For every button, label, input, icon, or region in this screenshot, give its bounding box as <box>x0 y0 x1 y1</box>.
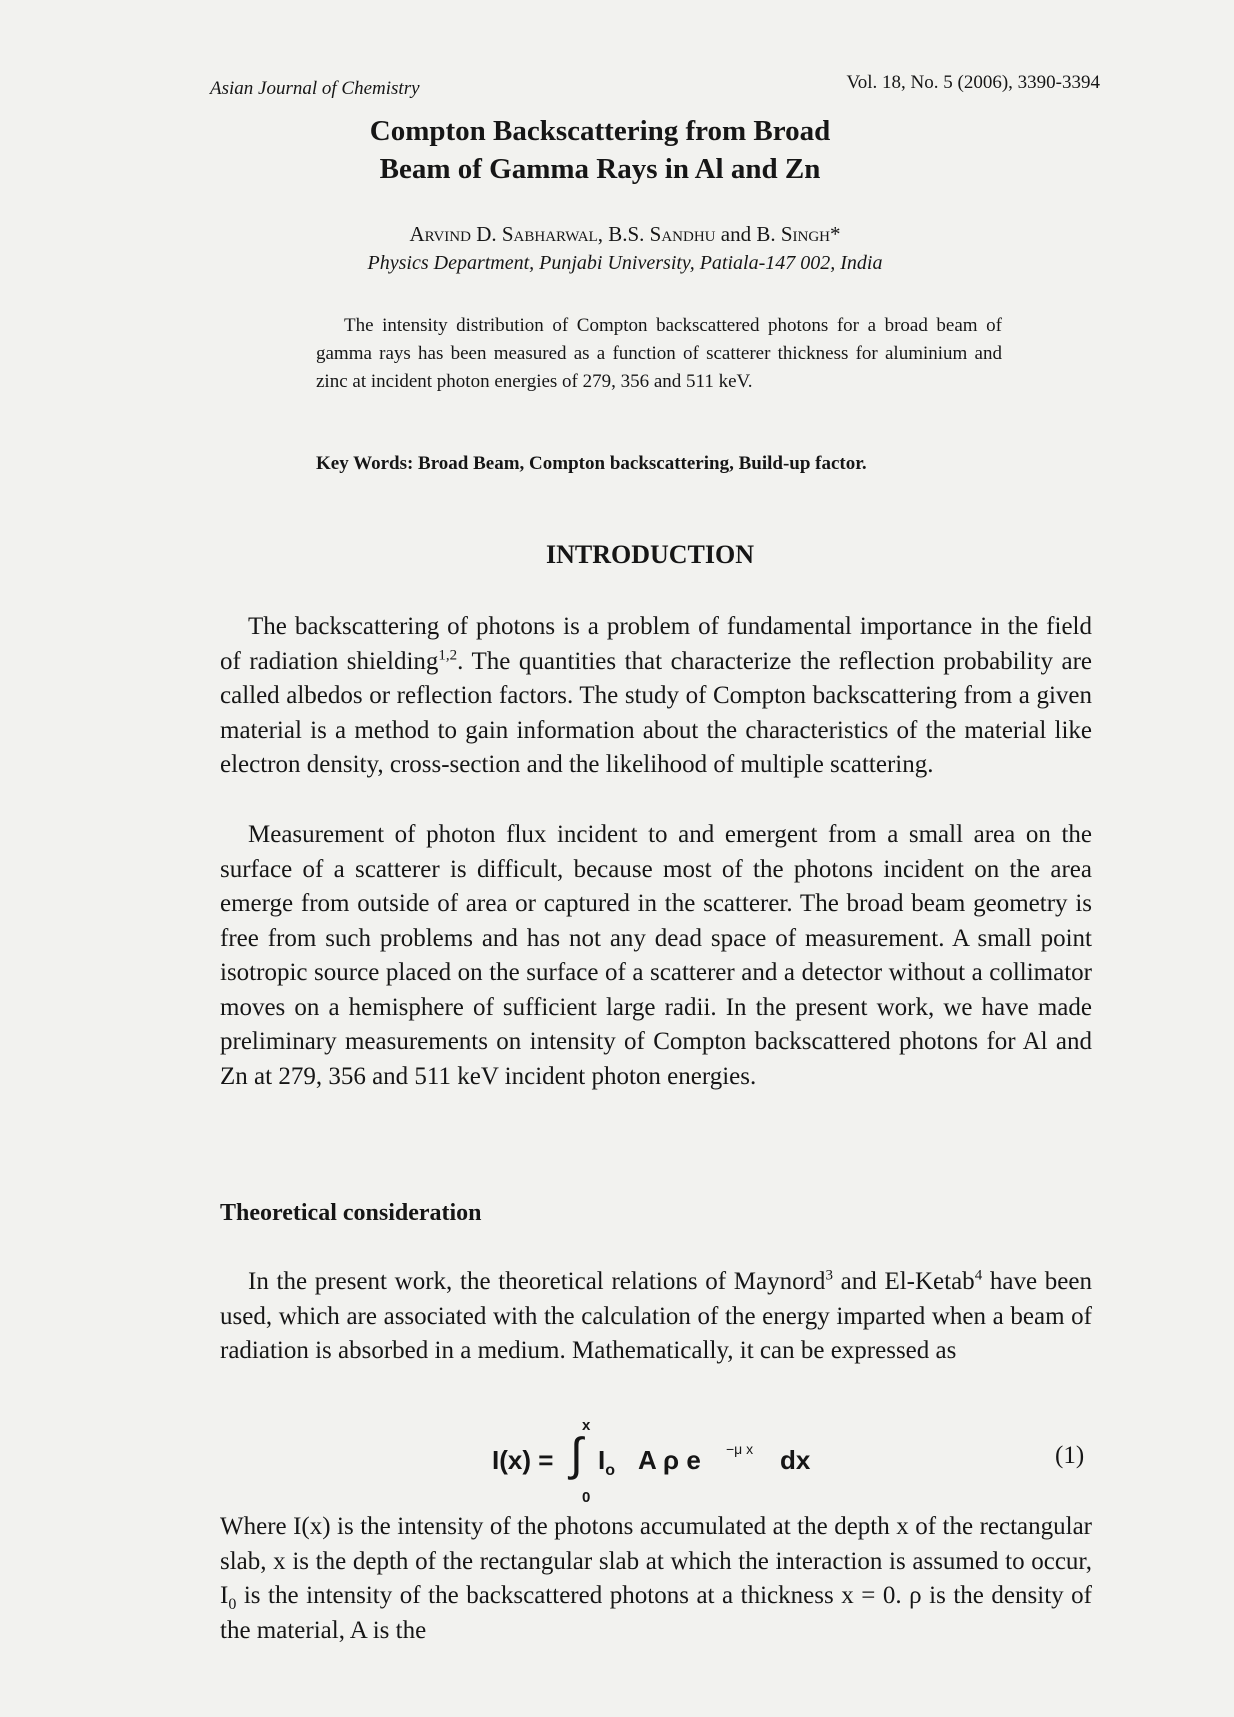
section-heading-theory: Theoretical consideration <box>220 1200 482 1226</box>
keywords: Key Words: Broad Beam, Compton backscattering, Build-up factor. <box>316 453 867 474</box>
equation-lhs: I(x) = <box>492 1445 554 1475</box>
intro-paragraph-1 <box>220 610 1092 783</box>
title-line-1: Compton Backscattering from Broad <box>369 115 831 147</box>
journal-name: Asian Journal of Chemistry <box>210 78 420 99</box>
section-heading-introduction: INTRODUCTION <box>545 540 755 569</box>
intro-paragraph-2: Measurement of photon flux incident to and emergent from a small area on the surface of a scatterer is difficult, because most of the photons incident on the area emerge from outside of area or captured in the scatterer. The broad beam geometry is free from such problems and has not any dead space of measurement. A small point isotropic source placed on the surface of a scatterer and a detector without a collimator moves on a hemisphere of sufficient large radii. In the present work, we have made preliminary measurements on intensity of Compton backscattered photons for Al and Zn at 279, 356 and 511 keV incident photon energies. <box>220 821 1092 1090</box>
author-3: B. Singh* <box>756 222 841 246</box>
theory-paragraph-1 <box>220 1265 1092 1369</box>
equation-number: (1) <box>1055 1442 1085 1469</box>
integral-upper-limit: x <box>582 1417 591 1434</box>
equation-dx: dx <box>780 1445 811 1475</box>
affiliation: Physics Department, Punjabi University, Patiala-147 002, India <box>367 252 883 274</box>
theory-p2-text-b: is the intensity of the backscattered photons at a thickness x = 0. ρ is the density of the material, A is the <box>220 1582 1092 1644</box>
theory-p2-subscript: 0 <box>228 1596 237 1613</box>
citation-1-2: 1,2 <box>438 647 458 664</box>
author-2: B.S. Sandhu <box>608 222 716 246</box>
volume-info: Vol. 18, No. 5 (2006), 3390-3394 <box>846 72 1100 93</box>
equation-exponent: −μ x <box>726 1441 754 1457</box>
intro-p1-text-b: . The quantities that characterize the reflection probability are called albedos or reflection factors. The study of Compton backscattering from a given material is a method to gain information about the characteristics of the material like electron density, cross-section and the likelihood of multiple scattering. <box>220 647 1092 778</box>
author-conjunction: and <box>720 222 752 246</box>
theory-p1-text-b: and El-Ketab <box>832 1268 975 1295</box>
author-1: Arvind D. Sabharwal, <box>409 222 603 246</box>
theory-p1-text-c: have been used, which are associated with the calculation of the energy imparted when a beam of radiation is absorbed in a medium. Mathematically, it can be expressed as <box>220 1268 1092 1364</box>
abstract: The intensity distribution of Compton backscattered photons for a broad beam of gamma rays has been measured as a function of scatterer thickness for aluminium and zinc at incident photon energies of 279, 356 and 511 keV. <box>316 315 1002 392</box>
equation-intensity <box>598 1445 616 1480</box>
integral-sign: ∫ <box>570 1428 583 1480</box>
theory-paragraph-2 <box>220 1510 1092 1648</box>
theory-p2-text-a: Where I(x) is the intensity of the photons accumulated at the depth x of the rectangular slab, x is the depth of the rectangular slab at which the interaction is assumed to occur, I <box>220 1513 1092 1609</box>
equation-I0-subscript: o <box>605 1462 616 1480</box>
equation-1 <box>480 1415 900 1510</box>
integral-lower-limit: 0 <box>582 1489 591 1506</box>
paper-title <box>300 112 900 188</box>
title-line-2: Beam of Gamma Rays in Al and Zn <box>379 153 821 185</box>
citation-4: 4 <box>974 1267 983 1284</box>
author-list <box>300 222 950 247</box>
theory-p1-text-a: In the present work, the theoretical relations of Maynord <box>248 1268 826 1295</box>
equation-body: A ρ e <box>638 1445 701 1475</box>
citation-3: 3 <box>825 1267 833 1284</box>
intro-p1-text-a: The backscattering of photons is a problem of fundamental importance in the field of radiation shielding <box>220 613 1092 675</box>
equation-I0: I <box>598 1445 606 1475</box>
